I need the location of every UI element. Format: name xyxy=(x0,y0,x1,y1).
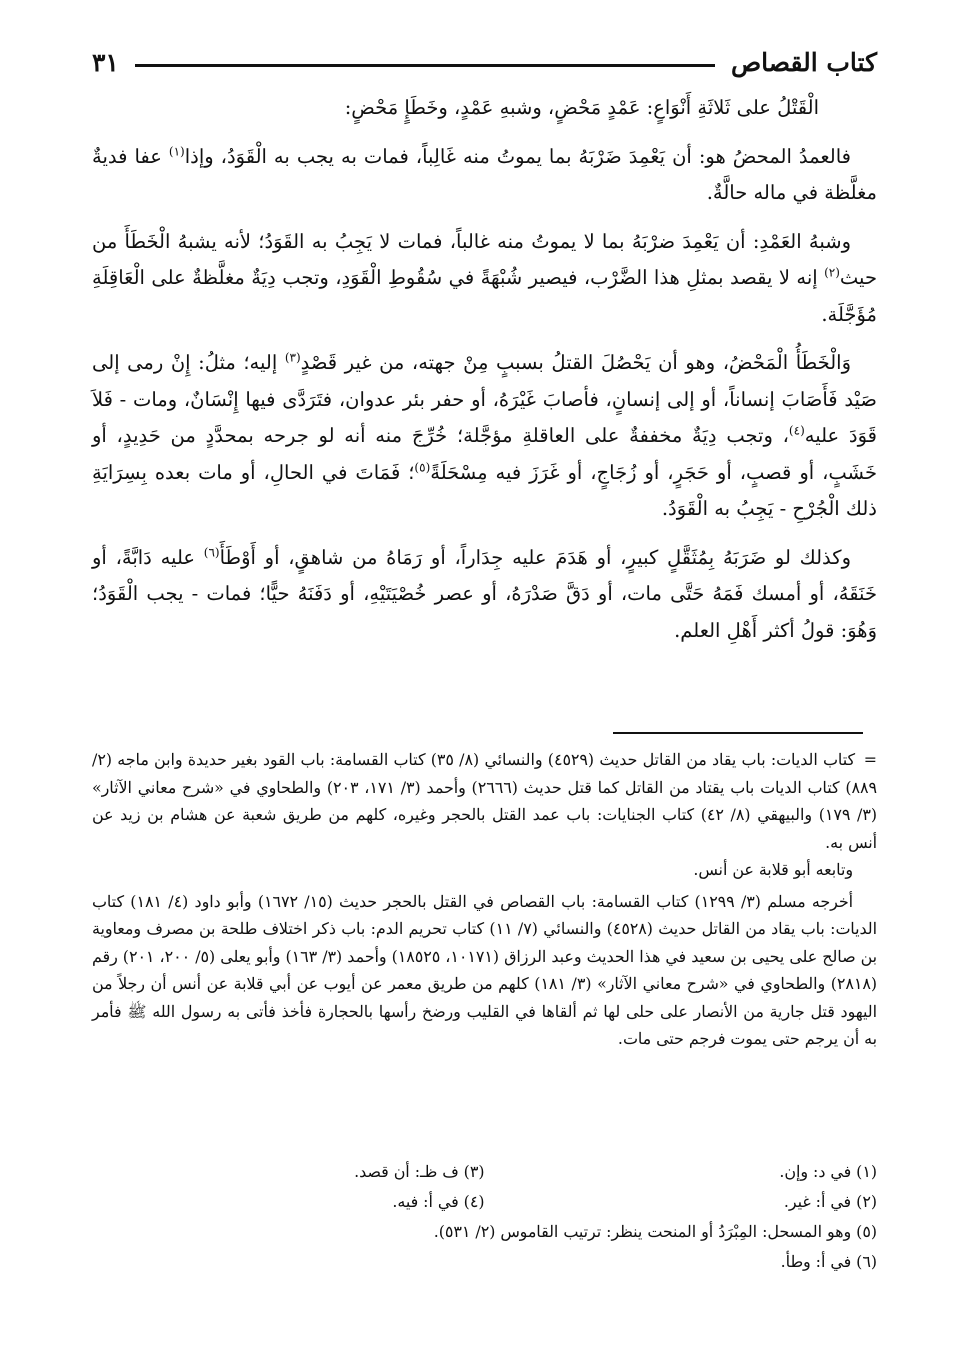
paragraph-text: الْقَتْلُ على ثَلاثَةِ أَنْوَاعٍ: عَمْدٍ مَحْضٍ، وشبهِ عَمْدٍ، وخَطَإٍ مَحْضٍ: xyxy=(344,96,819,119)
note-paragraph xyxy=(92,856,877,884)
paragraph-text: إليه؛ مثلُ: إِنْ رمى إلى صَيْد فَأَصَابَ إنساناً، أو إلى إنسانٍ، فأصابَ غَيْرَهُ، أو حفر بئر عدوان، فتَرَدَّى فيها إِنْسَانٌ، ومات - فَلاَ قَوَدَ عليه xyxy=(92,351,877,447)
paragraph-text: ، وتجب دِيَةٌ مخففةٌ على العاقلةِ مؤجَّلة؛ خُرِّجَ منه أنه لو جرحه بمحدَّدٍ من حَدِيدٍ، أو خَشَبٍ، أو قصبٍ، أو حَجَرٍ، أو زُجَاجٍ، أو غَرَزَ فيه مِسْحَلَةً xyxy=(92,424,878,484)
footnote-row xyxy=(92,1157,877,1187)
paragraph-shibh-amd xyxy=(92,224,877,334)
footnote-3 xyxy=(92,1157,485,1187)
takhrij-notes xyxy=(92,746,877,1053)
footnote-text: وهو المسحل: المِبْرَدُ أو المنحت ينظر: ترتيب القاموس (٢/ ٥٣١). xyxy=(433,1222,852,1241)
note-text: أخرجه مسلم (٣/ ١٢٩٩) كتاب القسامة: باب القصاص في القتل بالحجر حديث (١٥/ ١٦٧٢) وأبو داود (٤/ ١٨١) كتاب الديات: باب يقاد من القاتل حديث (٤٥٢٨) والنسائي (٧/ ١١) كتاب تحريم الدم: باب ذكر اختلاف طلحة بن مصرف ومعاوية بن صالح على يحيى بن سعيد في هذا الحديث وعبد الرزاق (١٠١٧١، ١٨٥٢٥) وأحمد (٣/ ١٦٣) وأبو يعلى (٥/ ٢٠٠، ٢٠١) رقم (٢٨١٨) والطحاوي في «شرح معاني الآثار» (٣/ ١٨١) كلهم من طريق معمر عن أيوب عن أبي قلابة عن أنس أن رجلاً من اليهود قتل جارية من الأنصار على حلى لها ثم ألقاها في القليب ورضخ رأسها بالحجارة فأخذ فأتى به رسول الله ﷺ فأمر به أن يرجم حتى يموت فرجم حتى مات. xyxy=(92,891,878,1048)
page-number: ٣١ xyxy=(92,47,119,77)
note-text: وتابعه أبو قلابة عن أنس. xyxy=(693,860,853,879)
footnote-text: في أ: غير. xyxy=(783,1192,852,1211)
note-paragraph xyxy=(92,746,877,856)
footnote-label: (٦) xyxy=(856,1252,877,1271)
footnote-text: ف ظـ: أن قصد. xyxy=(354,1162,459,1181)
paragraph-text: عفا فديةٌ مغلَّظة في ماله حالَّةٌ. xyxy=(92,144,877,204)
paragraph-intro xyxy=(92,90,877,127)
footnote-text: في أ: فيه. xyxy=(392,1192,459,1211)
paragraph-khata-mahd xyxy=(92,345,877,528)
footnote-ref[interactable]: (٦) xyxy=(203,545,220,559)
footnote-separator xyxy=(613,732,863,734)
footnote-text: في أ: وطأ. xyxy=(780,1252,852,1271)
footnote-ref[interactable]: (٥) xyxy=(414,460,431,474)
footnote-ref[interactable]: (١) xyxy=(168,144,185,158)
chapter-title: كتاب القصاص xyxy=(730,47,877,77)
paragraph-amd-mahd xyxy=(92,139,877,212)
footnote-label: (٥) xyxy=(856,1222,877,1241)
paragraph-text: إنه لا يقصد بمثلِ هذا الضَّرْب، فيصير شُبْهَةً في سُقُوطِ الْقَوَدِ، وتجب دِيَةٌ مغلَّظةٌ على الْعَاقِلَةِ مُؤَجَّلَة. xyxy=(92,266,877,326)
paragraph-text: عليه دَابَّةً، أو خَنَقَهُ، أو أمسك فَمَهُ حَتَّى مات، أو دَقَّ صَدْرَهُ، أو عصر خُصْيَتَيْهِ، أو دَفَنَهُ حيًّا؛ فمات - يجب الْقَوَدُ؛ وَهُوَ: قولُ أكثر أَهْلِ العلم. xyxy=(92,545,877,642)
footnote-label: (٣) xyxy=(463,1162,485,1181)
footnote-ref[interactable]: (٣) xyxy=(284,350,301,365)
paragraph-text: وشبهُ العَمْدِ: أن يَعْمِدَ ضرْبَهُ بما لا يموتُ منه غالباً، فمات لا يَجِبُ به القَوَدُ؛ لأنه يشبهُ الْخَطَأَ من حيث xyxy=(92,229,877,289)
main-text xyxy=(92,90,877,661)
note-paragraph xyxy=(92,888,877,1053)
paragraph-kadhalik xyxy=(92,540,877,650)
footnote-label: (٤) xyxy=(463,1192,485,1211)
footnotes-list xyxy=(92,1157,877,1277)
footnote-4 xyxy=(92,1187,485,1217)
paragraph-text: ؛ فَمَاتَ في الحالِ، أو مات بعده بِسِرَايَةِ ذلك الْجُرْحِ - يَجِبُ به الْقَوَدُ. xyxy=(92,460,877,520)
footnote-ref[interactable]: (٤) xyxy=(788,423,805,438)
footnote-6 xyxy=(92,1247,877,1277)
paragraph-text: فالعمدُ المحضُ هو: أن يَعْمِدَ ضَرْبَهُ بما يموتُ منه غَالِباً، فمات به يجب به الْقَوَدُ، وإذا xyxy=(184,144,851,168)
footnote-text: في د: وإن. xyxy=(779,1162,852,1181)
continuation-marker: = xyxy=(863,750,878,769)
note-text: كتاب الديات: باب يقاد من القاتل حديث (٤٥٢٩) والنسائي (٨/ ٣٥) كتاب القسامة: باب القود بغير حديدة وابن ماجه (٢/ ٨٨٩) كتاب الديات باب يقتاد من القاتل كما قتل حديث (٢٦٦٦) وأحمد (٣/ ١٧١، ٢٠٣) والطحاوي في «شرح معاني الآثار» (٣/ ١٧٩) والبيهقي (٨/ ٤٢) كتاب الجنايات: باب عمد القتل بالحجر وغيره، كلهم من طريق شعبة عن هشام بن زيد عن أنس به. xyxy=(92,750,878,852)
footnote-row xyxy=(92,1187,877,1217)
footnote-1 xyxy=(485,1157,878,1187)
footnote-2 xyxy=(485,1187,878,1217)
paragraph-text: وكذلك لو ضَرَبَهُ بِمُثَقَّلٍ كبيرٍ، أو هَدَمَ عليه جِدَاراً، أو رَمَاهُ من شاهقٍ، أو أَوْطَأَ xyxy=(219,545,851,569)
footnote-ref[interactable]: (٢) xyxy=(824,265,840,280)
running-header xyxy=(92,40,877,84)
footnote-label: (٢) xyxy=(856,1192,877,1211)
header-rule xyxy=(135,64,715,67)
footnote-label: (١) xyxy=(856,1162,877,1181)
paragraph-text: وَالْخَطَأُ الْمَحْضُ، وهو أن يَحْصُلَ القتلُ بسببٍ مِنْ جهته، من غير قَصْدٍ xyxy=(300,351,851,374)
footnote-5 xyxy=(92,1217,877,1247)
